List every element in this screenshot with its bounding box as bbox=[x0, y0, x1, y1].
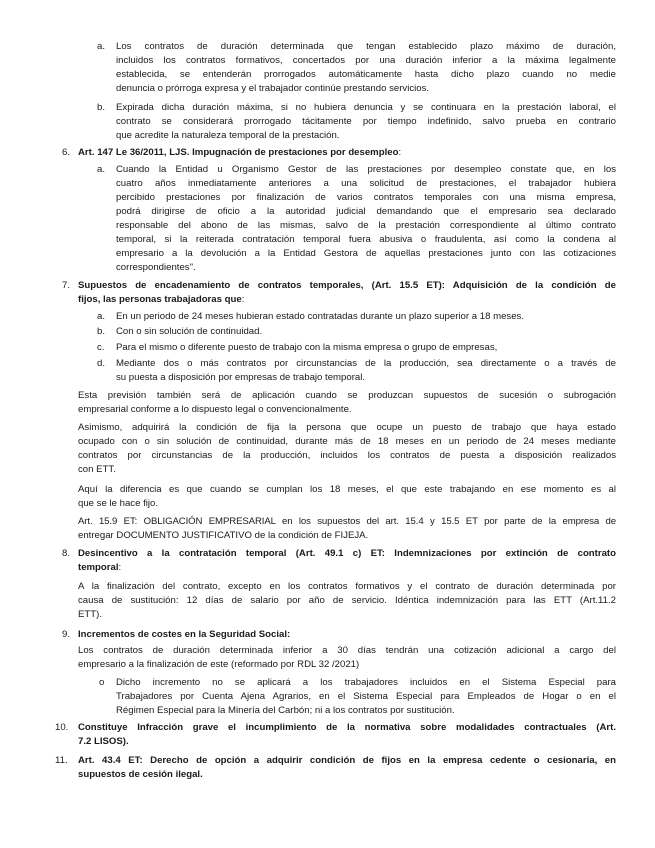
item7-para3-line: que se le hace fijo. bbox=[78, 498, 159, 509]
item7-para4-line: entregar DOCUMENTO JUSTIFICATIVO de la condición de FIJEJA. bbox=[78, 530, 369, 541]
item5-a-line: incluidos los contratos formativos, concertados por una duración inferior a la máxima legalmente bbox=[116, 55, 616, 66]
item6-a-line: percibido prestaciones por finalización de varios contratos temporales con una misma empresa, bbox=[116, 192, 616, 203]
item7-b-text: Con o sin solución de continuidad. bbox=[116, 326, 263, 337]
item8-para-line: ETT). bbox=[78, 609, 102, 620]
list-number: 10. bbox=[55, 722, 69, 733]
list-number: 9. bbox=[62, 629, 71, 640]
item11-line1: Art. 43.4 ET: Derecho de opción a adquirir condición de fijos en la empresa cedente o cesionaria, en bbox=[78, 755, 616, 766]
item8-heading-text: temporal bbox=[78, 562, 119, 573]
heading-colon: : bbox=[118, 562, 122, 573]
item7-heading-line1: Supuestos de encadenamiento de contratos temporales, (Art. 15.5 ET): Adquisición de la condición de bbox=[78, 280, 616, 291]
item6-heading-text: Art. 147 Le 36/2011, LJS. Impugnación de prestaciones por desempleo bbox=[78, 147, 399, 158]
item7-para2-line: ocupado con o sin solución de continuidad, durante más de 18 meses en un periodo de 24 meses mediante bbox=[78, 436, 616, 447]
item7-d-line: su puesta a disposición por empresas de trabajo temporal. bbox=[116, 372, 366, 383]
item9-heading: Incrementos de costes en la Seguridad Social: bbox=[78, 629, 291, 640]
item7-para4-line: Art. 15.9 ET: OBLIGACIÓN EMPRESARIAL en los supuestos del art. 15.4 y 15.5 ET por parte de la empresa de bbox=[78, 516, 616, 527]
item10-line1: Constituye Infracción grave el incumplimiento de la normativa sobre modalidades contractuales (Art. bbox=[78, 722, 616, 733]
item7-para1-line: empresarial conforme a lo dispuesto legal o convencionalmente. bbox=[78, 404, 352, 415]
item7-heading-line2 bbox=[78, 293, 244, 307]
item9-para-line: Los contratos de duración determinada inferior a 30 días tendrán una cotización adicional a cargo del bbox=[78, 645, 616, 656]
item9-bullet-line: Dicho incremento no se aplicará a los trabajadores incluidos en el Sistema Especial para bbox=[116, 677, 616, 688]
item7-para1-line: Esta previsión también será de aplicación cuando se produzcan supuestos de sucesión o subrogación bbox=[78, 390, 616, 401]
item5-a-line: establecida, se entenderán prorrogados automáticamente hasta dicho plazo cuando no medie bbox=[116, 69, 616, 80]
item8-heading-line2 bbox=[78, 561, 121, 575]
item5-b-line: que acredite la naturaleza temporal de la prestación. bbox=[116, 130, 340, 141]
list-marker: b. bbox=[97, 326, 106, 337]
item7-para3-line: Aquí la diferencia es que cuando se cumplan los 18 meses, el que este trabajando en ese momento es al bbox=[78, 484, 616, 495]
item5-b-line: Expirada dicha duración máxima, si no hubiera denuncia y se continuara en la prestación laboral, el bbox=[116, 102, 616, 113]
list-marker: a. bbox=[97, 41, 106, 52]
item7-para2-line: Asimismo, adquirirá la condición de fija la persona que ocupe un puesto de trabajo que haya estado bbox=[78, 422, 616, 433]
list-number: 6. bbox=[62, 147, 71, 158]
item9-bullet-line: Régimen Especial para la Minería del Carbón; ni a los contratos por sustitución. bbox=[116, 705, 455, 716]
bullet-marker: o bbox=[99, 677, 105, 688]
item6-heading bbox=[78, 146, 401, 160]
item6-a-line: responsable del abono de las mismas, salvo de la prestación correspondiente al último contrato bbox=[116, 220, 616, 231]
item6-a-line: empresario a la devolución a la Entidad Gestora de aquellas prestaciones junto con las cotizaciones bbox=[116, 248, 616, 259]
list-marker: c. bbox=[97, 342, 105, 353]
item6-a-line: cuatro años inmediatamente anteriores a una solicitud de prestaciones, el trabajador hubiera bbox=[116, 178, 616, 189]
item5-b-line: contrato se considerará prorrogado tácitamente por tiempo indefinido, salvo prueba en contrario bbox=[116, 116, 616, 127]
item6-a-line: temporal, si la reiterada contratación temporal fuera abusiva o fraudulenta, así como la condena al bbox=[116, 234, 616, 245]
heading-colon: : bbox=[241, 294, 245, 305]
item5-a-line: Los contratos de duración determinada que tengan establecido plazo máximo de duración, bbox=[116, 41, 616, 52]
item11-line2: supuestos de cesión ilegal. bbox=[78, 769, 203, 780]
item7-heading-text: fijos, las personas trabajadoras que bbox=[78, 294, 242, 305]
item6-a-line: podrá dirigirse de oficio a la autoridad judicial demandando que el empresario sea declarado bbox=[116, 206, 616, 217]
list-marker: d. bbox=[97, 358, 106, 369]
list-number: 8. bbox=[62, 548, 71, 559]
list-number: 7. bbox=[62, 280, 71, 291]
item7-d-line: Mediante dos o más contratos por circunstancias de la producción, sea directamente o a través de bbox=[116, 358, 616, 369]
item6-a-line: correspondientes". bbox=[116, 262, 196, 273]
item6-a-line: Cuando la Entidad u Organismo Gestor de las prestaciones por desempleo constate que, en los bbox=[116, 164, 616, 175]
item5-a-line: denuncia o prórroga expresa y el trabajador continúe prestando servicios. bbox=[116, 83, 430, 94]
item9-bullet-line: Trabajadores por Cuenta Ajena Agrarios, en el Sistema Especial para Empleados de Hogar o en el bbox=[116, 691, 616, 702]
list-marker: a. bbox=[97, 311, 106, 322]
item8-para-line: A la finalización del contrato, excepto en los contratos formativos y el contrato de duración determinada por bbox=[78, 581, 616, 592]
list-marker: a. bbox=[97, 164, 106, 175]
heading-colon: : bbox=[398, 147, 402, 158]
item10-line2: 7.2 LISOS). bbox=[78, 736, 129, 747]
item7-para2-line: contratos por circunstancias de la producción, incluidos los contratos de puesta a disposición realizados bbox=[78, 450, 616, 461]
item7-c-text: Para el mismo o diferente puesto de trabajo con la misma empresa o grupo de empresas, bbox=[116, 342, 498, 353]
item7-para2-line: con ETT. bbox=[78, 464, 116, 475]
item8-heading-line1: Desincentivo a la contratación temporal (Art. 49.1 c) ET: Indemnizaciones por extinción de contrato bbox=[78, 548, 616, 559]
list-marker: b. bbox=[97, 102, 106, 113]
item8-para-line: causa de sustitución: 12 días de salario por año de servicio. Idéntica indemnización para las ETT (Art.11.2 bbox=[78, 595, 616, 606]
list-number: 11. bbox=[55, 755, 68, 766]
item7-a-text: En un periodo de 24 meses hubieran estado contratadas durante un plazo superior a 18 meses. bbox=[116, 311, 525, 322]
item9-para-line: empresario a la finalización de este (reformado por RDL 32 /2021) bbox=[78, 659, 360, 670]
